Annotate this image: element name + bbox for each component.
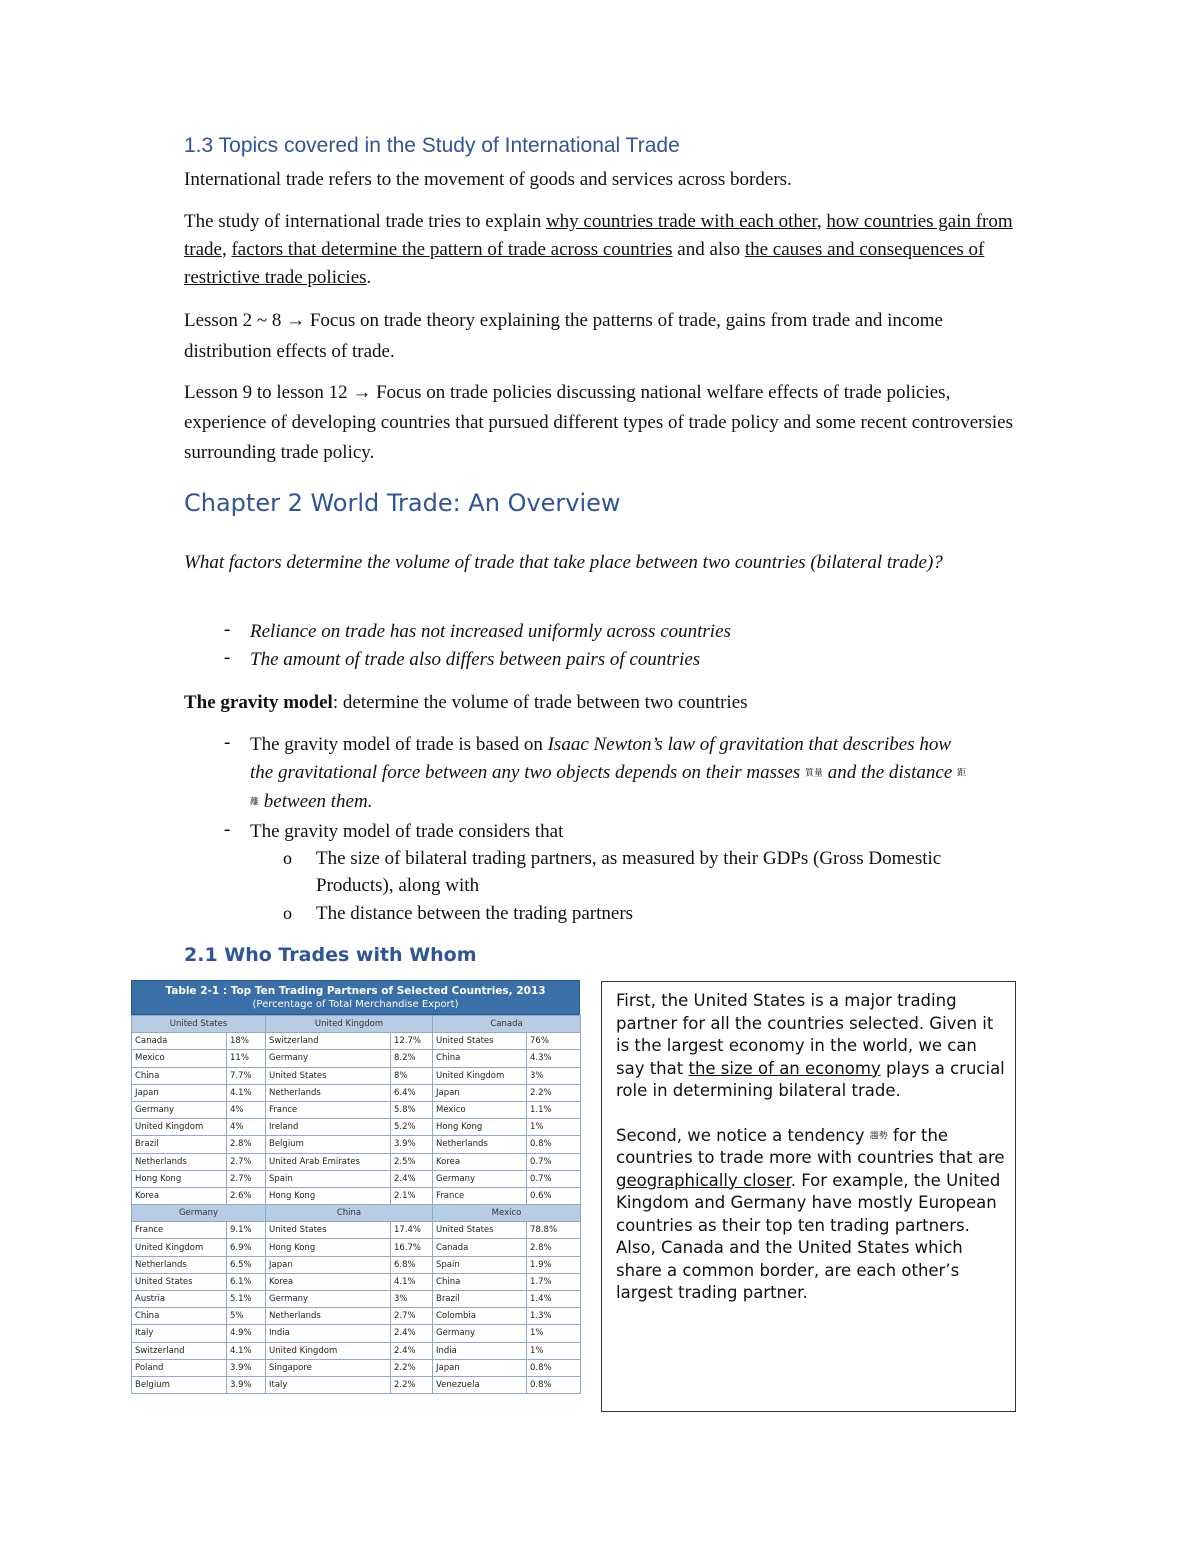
italic-run: and the distance	[822, 762, 957, 783]
partner-cell: Mexico	[433, 1101, 527, 1118]
table-row	[132, 1256, 581, 1273]
share-cell: 7.7%	[227, 1067, 266, 1084]
sub-bullet-item: The size of bilateral trading partners, as measured by their GDPs (Gross Domestic Products), along with	[316, 848, 942, 896]
partner-cell: China	[132, 1067, 227, 1084]
partner-cell: Netherlands	[132, 1153, 227, 1170]
text-run: The study of international trade tries to explain	[184, 211, 546, 232]
share-cell: 17.4%	[391, 1222, 433, 1239]
partner-cell: Italy	[266, 1376, 391, 1393]
bullet-dash: -	[224, 647, 231, 668]
partner-cell: Japan	[433, 1084, 527, 1101]
share-cell: 2.4%	[391, 1170, 433, 1187]
share-cell: 4%	[227, 1101, 266, 1118]
partner-cell: Colombia	[433, 1308, 527, 1325]
table-country-header: Mexico	[433, 1205, 581, 1222]
explanation-text	[616, 990, 1008, 1305]
partner-cell: China	[433, 1050, 527, 1067]
table-row	[132, 1153, 581, 1170]
table-header-row	[132, 1205, 581, 1222]
partner-cell: Brazil	[132, 1136, 227, 1153]
share-cell: 2.7%	[391, 1308, 433, 1325]
partner-cell: Spain	[266, 1170, 391, 1187]
annotation-note: 趨勢	[869, 1130, 888, 1141]
italic-run: between them.	[259, 790, 373, 812]
share-cell: 3%	[527, 1067, 581, 1084]
annotation-note: 距離	[250, 768, 967, 808]
share-cell: 6.9%	[227, 1239, 266, 1256]
partner-cell: France	[132, 1222, 227, 1239]
share-cell: 3.9%	[227, 1376, 266, 1393]
partner-cell: Hong Kong	[266, 1239, 391, 1256]
share-cell: 2.4%	[391, 1342, 433, 1359]
share-cell: 1%	[527, 1325, 581, 1342]
table-row	[132, 1273, 581, 1290]
table-row	[132, 1291, 581, 1308]
partner-cell: Germany	[433, 1170, 527, 1187]
table-row	[132, 1101, 581, 1118]
partner-cell: Hong Kong	[433, 1119, 527, 1136]
partner-cell: Belgium	[132, 1376, 227, 1393]
share-cell: 9.1%	[227, 1222, 266, 1239]
table-row	[132, 1170, 581, 1187]
text-run: .	[366, 267, 372, 288]
partner-cell: Germany	[266, 1050, 391, 1067]
partner-cell: Canada	[433, 1239, 527, 1256]
partner-cell: United States	[266, 1222, 391, 1239]
share-cell: 8.2%	[391, 1050, 433, 1067]
share-cell: 0.7%	[527, 1170, 581, 1187]
share-cell: 5.8%	[391, 1101, 433, 1118]
share-cell: 76%	[527, 1033, 581, 1050]
share-cell: 3.9%	[227, 1359, 266, 1376]
share-cell: 0.7%	[527, 1153, 581, 1170]
share-cell: 5%	[227, 1308, 266, 1325]
share-cell: 2.2%	[527, 1084, 581, 1101]
share-cell: 0.8%	[527, 1376, 581, 1393]
text-run: : determine the volume of trade between two countries	[332, 692, 748, 713]
share-cell: 3.9%	[391, 1136, 433, 1153]
section-heading-1-3: 1.3 Topics covered in the Study of International Trade	[184, 134, 680, 157]
gravity-bullet-considers: The gravity model of trade considers that	[250, 821, 564, 842]
partner-cell: Spain	[433, 1256, 527, 1273]
underlined-phrase: geographically closer	[616, 1170, 791, 1190]
bullet-dash: -	[224, 819, 231, 840]
share-cell: 1%	[527, 1119, 581, 1136]
partner-cell: Ireland	[266, 1119, 391, 1136]
table-row	[132, 1359, 581, 1376]
table-row	[132, 1067, 581, 1084]
share-cell: 1%	[527, 1342, 581, 1359]
table-country-header: Germany	[132, 1205, 266, 1222]
share-cell: 2.5%	[391, 1153, 433, 1170]
explanation-paragraph-1	[616, 990, 1008, 1103]
explanation-box	[601, 981, 1016, 1412]
share-cell: 5.2%	[391, 1119, 433, 1136]
partner-cell: Korea	[433, 1153, 527, 1170]
partner-cell: Japan	[266, 1256, 391, 1273]
partner-cell: United Arab Emirates	[266, 1153, 391, 1170]
share-cell: 16.7%	[391, 1239, 433, 1256]
share-cell: 2.8%	[527, 1239, 581, 1256]
underlined-phrase: why countries trade with each other	[545, 211, 817, 232]
partner-cell: Belgium	[266, 1136, 391, 1153]
bullet-item: The amount of trade also differs between pairs of countries	[250, 649, 701, 670]
bullet-dash: -	[224, 732, 231, 753]
partner-cell: Poland	[132, 1359, 227, 1376]
paragraph-study-scope	[184, 208, 1014, 292]
partner-cell: France	[266, 1101, 391, 1118]
table-row	[132, 1308, 581, 1325]
partner-cell: Netherlands	[132, 1256, 227, 1273]
section-heading-2-1: 2.1 Who Trades with Whom	[184, 944, 477, 966]
share-cell: 1.3%	[527, 1308, 581, 1325]
partner-cell: Switzerland	[132, 1342, 227, 1359]
text-run: for the countries to trade more with countries that are	[616, 1125, 1005, 1168]
share-cell: 2.7%	[227, 1153, 266, 1170]
partner-cell: India	[266, 1325, 391, 1342]
share-cell: 4.9%	[227, 1325, 266, 1342]
partner-cell: United Kingdom	[132, 1239, 227, 1256]
share-cell: 4.1%	[227, 1342, 266, 1359]
text-run: The gravity model of trade is based on	[250, 734, 548, 755]
partner-cell: Netherlands	[266, 1084, 391, 1101]
share-cell: 6.1%	[227, 1273, 266, 1290]
chapter-question: What factors determine the volume of trade that take place between two countries (bilateral trade)?	[184, 552, 943, 573]
text-run: . For example, the United Kingdom and Germany have mostly European countries as their top ten trading partners. Also, Canada and the United States which share a common border, are each other’s largest trading partner.	[616, 1170, 1001, 1303]
partner-cell: Canada	[132, 1033, 227, 1050]
partner-cell: Japan	[132, 1084, 227, 1101]
share-cell: 0.8%	[527, 1136, 581, 1153]
trading-partners-table	[131, 980, 580, 1394]
table-row	[132, 1342, 581, 1359]
annotation-note: 質量	[804, 768, 823, 779]
bold-term: The gravity model	[184, 692, 333, 713]
partner-cell: Netherlands	[266, 1308, 391, 1325]
share-cell: 1.9%	[527, 1256, 581, 1273]
table-country-header: Canada	[433, 1016, 581, 1033]
partner-cell: Japan	[433, 1359, 527, 1376]
share-cell: 5.1%	[227, 1291, 266, 1308]
share-cell: 2.2%	[391, 1376, 433, 1393]
partner-cell: Germany	[433, 1325, 527, 1342]
partner-cell: Korea	[266, 1273, 391, 1290]
share-cell: 1.1%	[527, 1101, 581, 1118]
share-cell: 0.8%	[527, 1359, 581, 1376]
partner-cell: Hong Kong	[132, 1170, 227, 1187]
partner-cell: Germany	[266, 1291, 391, 1308]
share-cell: 6.4%	[391, 1084, 433, 1101]
underlined-phrase: how countries gain from trade	[184, 211, 1013, 260]
partner-cell: China	[433, 1273, 527, 1290]
share-cell: 2.7%	[227, 1170, 266, 1187]
text-run: ,	[816, 211, 827, 232]
paragraph-lessons-9-12: Lesson 9 to lesson 12 → Focus on trade policies discussing national welfare effects of trade policies, experience of developing countries that pursued different types of trade policy and some recent controversies surrounding trade policy.	[184, 382, 1014, 463]
chapter-heading: Chapter 2 World Trade: An Overview	[184, 489, 621, 517]
partner-cell: United States	[433, 1222, 527, 1239]
table-row	[132, 1084, 581, 1101]
underlined-phrase: the causes and consequences of restrictive trade policies	[184, 239, 985, 288]
table-row	[132, 1239, 581, 1256]
table-country-header: United Kingdom	[266, 1016, 433, 1033]
table-title	[131, 980, 580, 1015]
share-cell: 2.6%	[227, 1187, 266, 1204]
partner-cell: India	[433, 1342, 527, 1359]
gravity-bullet-newton	[250, 731, 970, 816]
share-cell: 8%	[391, 1067, 433, 1084]
share-cell: 1.4%	[527, 1291, 581, 1308]
share-cell: 12.7%	[391, 1033, 433, 1050]
partner-cell: Italy	[132, 1325, 227, 1342]
partner-cell: Brazil	[433, 1291, 527, 1308]
partner-cell: Hong Kong	[266, 1187, 391, 1204]
table-country-header: China	[266, 1205, 433, 1222]
partner-cell: United States	[433, 1033, 527, 1050]
table-country-header: United States	[132, 1016, 266, 1033]
table-row	[132, 1033, 581, 1050]
share-cell: 2.2%	[391, 1359, 433, 1376]
share-cell: 2.8%	[227, 1136, 266, 1153]
italic-run: Isaac Newton’s law of gravitation that describes how the gravitational force between any two objects depends on their masses	[250, 734, 951, 783]
share-cell: 0.6%	[527, 1187, 581, 1204]
text-run: ,	[221, 239, 232, 260]
table-row	[132, 1376, 581, 1393]
partner-cell: Netherlands	[433, 1136, 527, 1153]
share-cell: 11%	[227, 1050, 266, 1067]
table-header-row	[132, 1016, 581, 1033]
table-row	[132, 1136, 581, 1153]
paragraph-definition: International trade refers to the movement of goods and services across borders.	[184, 169, 792, 190]
partner-cell: United Kingdom	[132, 1119, 227, 1136]
partner-cell: Singapore	[266, 1359, 391, 1376]
share-cell: 2.4%	[391, 1325, 433, 1342]
partner-cell: China	[132, 1308, 227, 1325]
table-title-text: Table 2-1 : Top Ten Trading Partners of Selected Countries, 2013	[165, 985, 546, 997]
partner-cell: France	[433, 1187, 527, 1204]
explanation-paragraph-2	[616, 1125, 1008, 1305]
partner-cell: United States	[132, 1273, 227, 1290]
partner-cell: Austria	[132, 1291, 227, 1308]
text-run: and also	[672, 239, 745, 260]
table-row	[132, 1222, 581, 1239]
share-cell: 18%	[227, 1033, 266, 1050]
text-run: Second, we notice a tendency	[616, 1125, 870, 1145]
gravity-model-line	[184, 689, 1014, 717]
share-cell: 2.1%	[391, 1187, 433, 1204]
partner-cell: United Kingdom	[433, 1067, 527, 1084]
share-cell: 4%	[227, 1119, 266, 1136]
partner-cell: Mexico	[132, 1050, 227, 1067]
sub-bullet-circle: o	[283, 903, 292, 923]
bullet-item: Reliance on trade has not increased uniformly across countries	[250, 621, 731, 642]
share-cell: 4.3%	[527, 1050, 581, 1067]
table-row	[132, 1187, 581, 1204]
table-row	[132, 1325, 581, 1342]
share-cell: 6.8%	[391, 1256, 433, 1273]
share-cell: 1.7%	[527, 1273, 581, 1290]
underlined-phrase: the size of an economy	[688, 1058, 881, 1078]
table-row	[132, 1050, 581, 1067]
share-cell: 3%	[391, 1291, 433, 1308]
table-subtitle: (Percentage of Total Merchandise Export)	[252, 999, 459, 1010]
partner-cell: Germany	[132, 1101, 227, 1118]
share-cell: 4.1%	[227, 1084, 266, 1101]
partner-cell: United States	[266, 1067, 391, 1084]
share-cell: 4.1%	[391, 1273, 433, 1290]
table-grid	[131, 1015, 581, 1394]
partner-cell: United Kingdom	[266, 1342, 391, 1359]
underlined-phrase: factors that determine the pattern of trade across countries	[231, 239, 673, 260]
bullet-dash: -	[224, 619, 231, 640]
paragraph-lessons-2-8: Lesson 2 ~ 8 → Focus on trade theory explaining the patterns of trade, gains from trade and income distribution effects of trade.	[184, 310, 943, 362]
share-cell: 6.5%	[227, 1256, 266, 1273]
sub-bullet-item: The distance between the trading partners	[316, 903, 634, 924]
partner-cell: Korea	[132, 1187, 227, 1204]
sub-bullet-circle: o	[283, 848, 292, 868]
partner-cell: Venezuela	[433, 1376, 527, 1393]
share-cell: 78.8%	[527, 1222, 581, 1239]
table-row	[132, 1119, 581, 1136]
text-run: First, the United States is a major trading partner for all the countries selected. Given it is the largest economy in the world, we can say that	[616, 991, 994, 1078]
text-run: plays a crucial role in determining bilateral trade.	[616, 1058, 1005, 1100]
partner-cell: Switzerland	[266, 1033, 391, 1050]
